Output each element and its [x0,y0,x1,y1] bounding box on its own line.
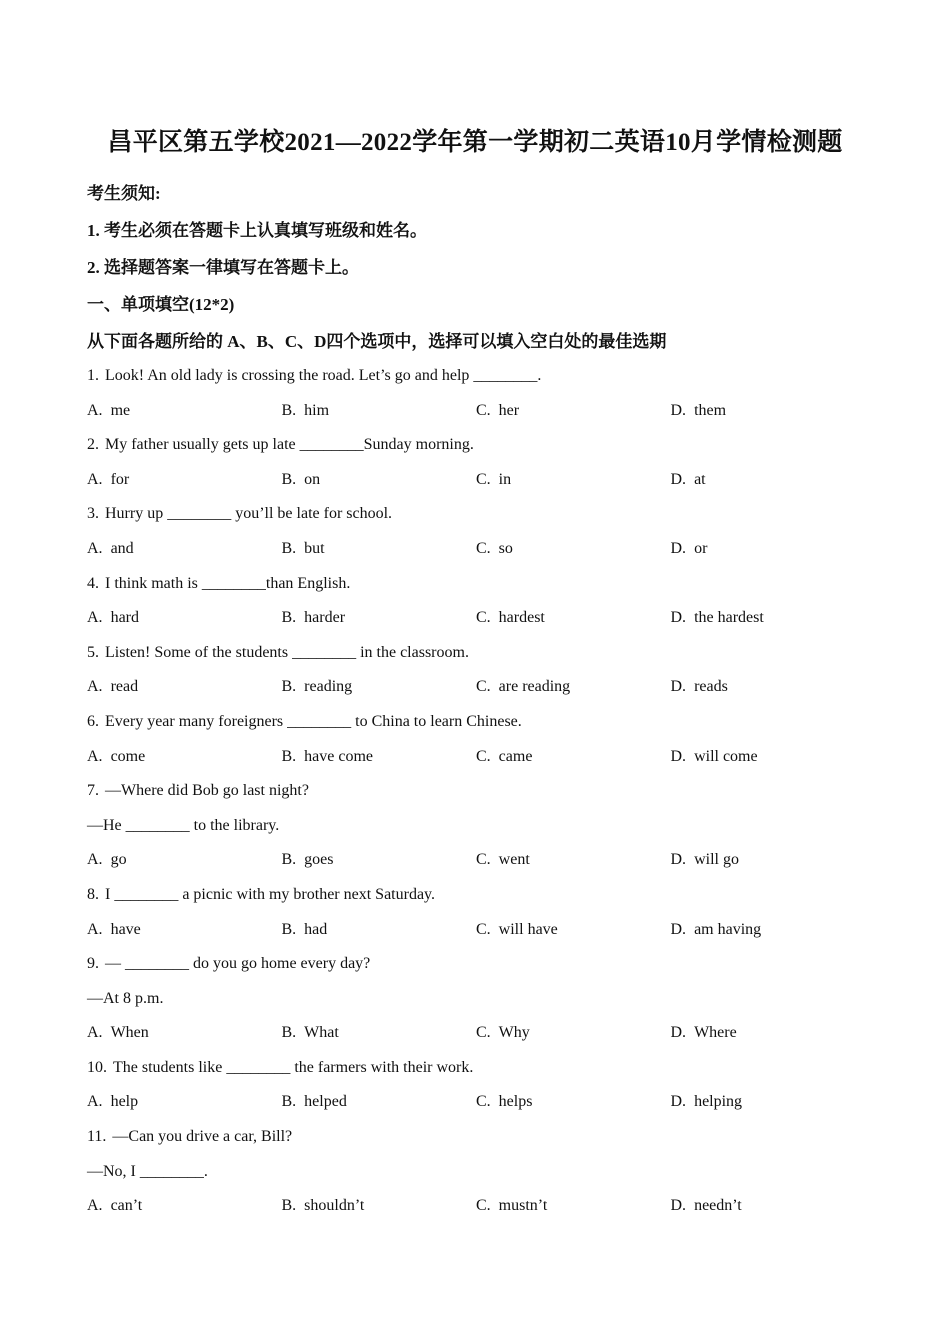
option-letter: B. [281,1197,297,1215]
option-letter: B. [281,851,297,869]
option-text: her [498,401,520,419]
question-stem [87,884,877,919]
question-2 [87,434,877,503]
option-text: am having [694,920,762,938]
question-text: Listen! Some of the students ________ in the classroom. [105,643,469,661]
question-list [87,365,877,1230]
question-stem [87,1057,877,1092]
option-letter: A. [87,539,103,557]
option-text: Where [694,1024,737,1042]
option-text: needn’t [694,1197,742,1215]
question-stem [87,642,877,677]
option-d [671,849,866,884]
option-b [282,1091,477,1126]
option-row [87,400,877,435]
option-c [476,676,671,711]
option-letter: D. [670,851,687,869]
option-b [282,607,477,642]
option-a [87,676,282,711]
notice-item-1: 1. 考生必须在答题卡上认真填写班级和姓名。 [87,221,427,240]
option-text: and [110,539,134,557]
option-text: the hardest [694,609,764,627]
option-row [87,538,877,573]
option-b [282,1022,477,1057]
option-letter: D. [670,678,687,696]
option-c [476,1022,671,1057]
option-text: shouldn’t [304,1197,365,1215]
exam-title: 昌平区第五学校2021—2022学年第一学期初二英语10月学情检测题 [107,129,843,156]
question-dialogue-line [87,1161,877,1196]
option-letter: D. [670,539,687,557]
option-letter: B. [281,539,297,557]
question-number: 5. [87,643,99,661]
option-letter: B. [281,401,297,419]
question-stem [87,780,877,815]
option-c [476,919,671,954]
option-letter: D. [670,1024,687,1042]
option-c [476,469,671,504]
option-b [282,1195,477,1230]
option-letter: B. [281,1093,297,1111]
option-text: helped [304,1093,347,1111]
option-c [476,538,671,573]
option-text: will come [694,747,758,765]
option-text: hardest [498,609,545,627]
question-stem [87,573,877,608]
option-text: came [498,747,533,765]
option-d [671,676,866,711]
option-letter: B. [281,920,297,938]
option-letter: A. [87,470,103,488]
option-row [87,746,877,781]
question-4 [87,573,877,642]
option-letter: B. [281,609,297,627]
option-b [282,400,477,435]
question-6 [87,711,877,780]
option-letter: A. [87,920,103,938]
option-row [87,1195,877,1230]
option-a [87,919,282,954]
option-letter: C. [476,920,491,938]
option-row [87,607,877,642]
option-letter: C. [476,851,491,869]
question-number: 6. [87,712,99,730]
question-8 [87,884,877,953]
option-text: harder [304,609,346,627]
notice-heading: 考生须知: [87,184,161,203]
option-letter: C. [476,1197,491,1215]
option-b [282,849,477,884]
option-text: When [110,1024,149,1042]
option-letter: D. [670,470,687,488]
question-3 [87,503,877,572]
notice-item-2: 2. 选择题答案一律填写在答题卡上。 [87,258,359,277]
question-stem [87,365,877,400]
question-dialogue-line [87,815,877,850]
question-text: Hurry up ________ you’ll be late for school. [105,505,393,523]
option-text: will go [694,851,739,869]
question-stem [87,1126,877,1161]
option-text: me [110,401,131,419]
option-text: at [694,470,706,488]
option-c [476,849,671,884]
option-c [476,400,671,435]
option-letter: A. [87,1024,103,1042]
question-number: 2. [87,436,99,454]
option-d [671,746,866,781]
option-letter: A. [87,678,103,696]
option-letter: D. [670,1093,687,1111]
question-stem [87,953,877,988]
question-11 [87,1126,877,1230]
option-d [671,400,866,435]
option-a [87,1091,282,1126]
option-text: read [110,678,139,696]
option-letter: C. [476,470,491,488]
option-d [671,538,866,573]
option-text: reading [304,678,353,696]
question-text: —Can you drive a car, Bill? [112,1128,293,1146]
option-a [87,538,282,573]
option-letter: A. [87,1197,103,1215]
option-a [87,607,282,642]
option-b [282,538,477,573]
option-b [282,676,477,711]
option-letter: B. [281,1024,297,1042]
option-a [87,1022,282,1057]
question-text: — ________ do you go home every day? [105,955,371,973]
option-text: come [110,747,146,765]
option-row [87,469,877,504]
option-letter: A. [87,851,103,869]
option-letter: D. [670,747,687,765]
option-text: but [304,539,325,557]
option-text: mustn’t [498,1197,548,1215]
option-letter: B. [281,470,297,488]
question-text: My father usually gets up late ________Sunday morning. [105,436,474,454]
option-letter: D. [670,1197,687,1215]
option-text: helping [694,1093,743,1111]
question-number: 11. [87,1128,107,1146]
option-letter: D. [670,920,687,938]
question-10 [87,1057,877,1126]
option-text: can’t [110,1197,143,1215]
option-a [87,1195,282,1230]
option-text: him [304,401,330,419]
option-text: helps [498,1093,533,1111]
option-b [282,469,477,504]
option-text: have come [304,747,374,765]
question-text: Every year many foreigners ________ to China to learn Chinese. [105,712,522,730]
option-a [87,469,282,504]
option-a [87,746,282,781]
option-text: Why [498,1024,530,1042]
option-text: in [498,470,512,488]
option-d [671,1022,866,1057]
option-letter: C. [476,747,491,765]
option-letter: C. [476,539,491,557]
option-text: will have [498,920,558,938]
question-text: —He ________ to the library. [87,816,280,834]
option-text: go [110,851,127,869]
option-letter: A. [87,609,103,627]
question-number: 9. [87,955,99,973]
question-stem [87,711,877,746]
question-5 [87,642,877,711]
option-d [671,1091,866,1126]
option-letter: C. [476,1024,491,1042]
question-number: 10. [87,1058,107,1076]
exam-body [87,180,877,1230]
option-row [87,1022,877,1057]
question-dialogue-line [87,988,877,1023]
option-text: them [694,401,727,419]
question-text: —At 8 p.m. [87,989,164,1007]
option-text: so [498,539,513,557]
option-row [87,849,877,884]
option-text: reads [694,678,728,696]
question-number: 7. [87,782,99,800]
question-7 [87,780,877,884]
option-text: for [110,470,130,488]
question-1 [87,365,877,434]
option-c [476,607,671,642]
option-text: help [110,1093,139,1111]
option-letter: C. [476,1093,491,1111]
question-text: —No, I ________. [87,1162,208,1180]
section-instruction: 从下面各题所给的 A、B、C、D四个选项中，选择可以填入空白处的最佳选期 [87,332,667,351]
question-number: 3. [87,505,99,523]
option-b [282,919,477,954]
option-text: have [110,920,141,938]
option-letter: C. [476,678,491,696]
question-stem [87,434,877,469]
option-d [671,919,866,954]
option-b [282,746,477,781]
option-row [87,1091,877,1126]
option-letter: B. [281,747,297,765]
option-row [87,919,877,954]
question-text: The students like ________ the farmers with their work. [113,1058,474,1076]
option-letter: A. [87,1093,103,1111]
question-number: 8. [87,885,99,903]
option-a [87,849,282,884]
option-letter: C. [476,609,491,627]
question-number: 4. [87,574,99,592]
option-d [671,607,866,642]
option-row [87,676,877,711]
option-letter: C. [476,401,491,419]
option-letter: D. [670,609,687,627]
option-text: are reading [498,678,571,696]
question-number: 1. [87,367,99,384]
option-text: or [694,539,708,557]
question-text: I ________ a picnic with my brother next Saturday. [105,885,435,903]
question-stem [87,503,877,538]
option-text: on [304,470,321,488]
option-a [87,400,282,435]
option-text: had [304,920,328,938]
section-heading: 一、单项填空(12*2) [87,295,235,314]
question-text: —Where did Bob go last night? [105,782,309,800]
option-c [476,1195,671,1230]
question-text: I think math is ________than English. [105,574,351,592]
option-c [476,746,671,781]
option-text: hard [110,609,139,627]
option-d [671,469,866,504]
option-c [476,1091,671,1126]
option-d [671,1195,866,1230]
option-text: goes [304,851,334,869]
question-9 [87,953,877,1057]
question-text: Look! An old lady is crossing the road. Let’s go and help ________. [105,367,542,384]
option-letter: D. [670,401,687,419]
option-letter: B. [281,678,297,696]
option-text: went [498,851,530,869]
option-letter: A. [87,747,103,765]
option-text: What [304,1024,339,1042]
option-letter: A. [87,401,103,419]
